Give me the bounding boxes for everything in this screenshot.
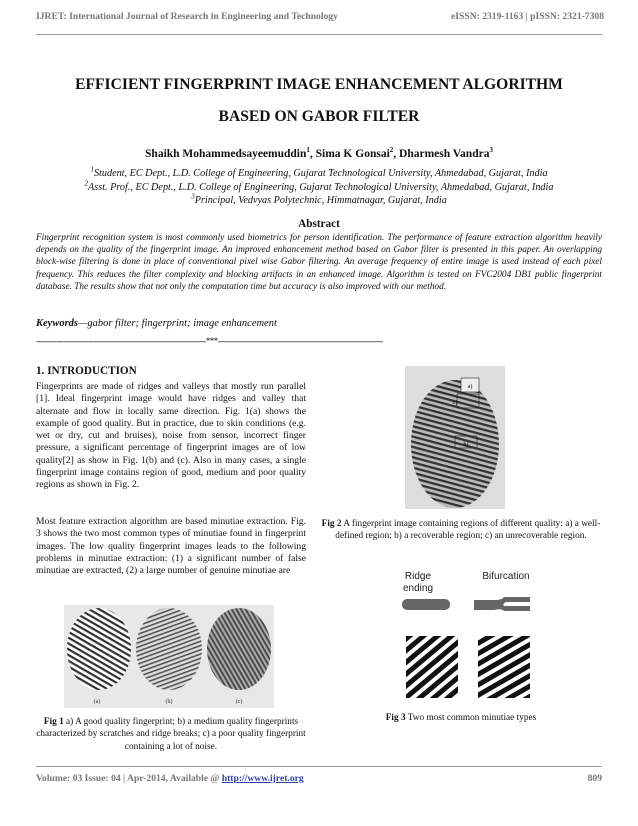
- affiliation-1-text: Student, EC Dept., L.D. College of Engineering, Gujarat Technological University, Ahmedabad, Gujarat, India: [93, 168, 548, 179]
- fig2-region-c: c): [452, 400, 458, 406]
- section-separator: --------------------------------------------------------------------***------------------------------------------------------------------: [36, 336, 383, 346]
- title-line-1: EFFICIENT FINGERPRINT IMAGE ENHANCEMENT ALGORITHM: [75, 76, 563, 93]
- bifurcation-label: Bifurcation: [482, 571, 530, 582]
- fig1-image: [64, 605, 274, 708]
- fig1-fingerprints-graphic: [64, 605, 274, 708]
- affiliation-3-sup: 3: [191, 192, 195, 201]
- footer-rule: [36, 766, 602, 767]
- fig1-label: Fig 1: [43, 717, 64, 727]
- author-2-sup: 2: [389, 146, 394, 155]
- fig3-label: Fig 3: [385, 713, 406, 723]
- affiliation-1-sup: 1: [90, 165, 94, 174]
- fingerprint-c: [207, 608, 271, 690]
- fig3-image: [394, 570, 540, 708]
- fig1-sublabel-b: (b): [165, 699, 173, 705]
- keywords: [36, 318, 602, 329]
- keywords-label: Keywords: [36, 318, 78, 329]
- fig2-caption: [320, 518, 602, 543]
- ridge-ending-label-2: ending: [402, 583, 434, 594]
- fig1-caption-text: a) A good quality fingerprint; b) a medium quality fingerprints characterized by scratches and ridge breaks; c) a poor quality fingerprint containing a lot of noise.: [36, 717, 306, 752]
- running-header: [36, 11, 604, 22]
- fig2-image: [405, 366, 505, 509]
- fig1-caption: [36, 716, 306, 753]
- issn: eISSN: 2319-1163 | pISSN: 2321-7308: [451, 11, 604, 22]
- author-2: , Sima K Gonsai: [309, 148, 390, 160]
- author-1-sup: 1: [306, 146, 310, 155]
- section-heading: 1. INTRODUCTION: [36, 365, 137, 377]
- fig3-caption: [320, 712, 602, 724]
- intro-paragraph-1: Fingerprints are made of ridges and valleys that mostly run parallel [1]. Ideal fingerprint image would have ridges and valley that alternate and flow in locally same direction. Fig. 1(a) shows the example of good quality. But in practice, due to skin conditions (e.g. wet or dry, cut and bruises), noise from sensor, incorrect finger pressure, a significant percentage of fingerprint images are of low quality[2] as show in Fig. 1(b) and (c). Also in many cases, a single fingerprint image contains region of good, medium and poor quality regions as shown in Fig. 2.: [36, 381, 306, 491]
- affiliation-3-text: Principal, Vedvyas Polytechnic, Himmatnagar, Gujarat, India: [194, 195, 447, 206]
- author-3-sup: 3: [489, 146, 493, 155]
- journal-link[interactable]: http://www.ijret.org: [221, 773, 304, 784]
- ridge-ending-label-1: Ridge: [404, 571, 432, 582]
- author-3: , Dharmesh Vandra: [393, 148, 490, 160]
- bifurcation-shape: [474, 597, 530, 611]
- running-footer: [36, 773, 602, 784]
- page-number: 809: [587, 773, 602, 784]
- bifurcation-sample: [478, 636, 530, 698]
- authors: [36, 148, 602, 160]
- fingerprint-b: [136, 608, 202, 690]
- author-1: Shaikh Mohammedsayeemuddin: [145, 148, 307, 160]
- fig3-minutiae-graphic: [394, 570, 540, 708]
- header-rule: [36, 34, 602, 35]
- abstract-text: Fingerprint recognition system is most commonly used biometrics for person identification. The performance of feature extraction algorithm heavily depends on the quality of the fingerprint image. An improved enhancement method based on Gabor filter is presented in this paper. An overlapping block-wise filtering is done in place of conventional pixel wise Gabor filtering. An average frequency of entire image is used instead of each pixel frequency. This reduces the filter complexity and blocking artifacts in an enhanced image. Algorithm is tested on FVC2004 DB1 public fingerprint database. The results show that not only the computation time but accuracy is also improved with our method.: [36, 233, 602, 292]
- fig2-label: Fig 2: [321, 519, 342, 529]
- fig2-region-b: b): [463, 442, 469, 448]
- footer-volume: [36, 773, 304, 784]
- affiliation-1: [36, 165, 602, 179]
- fig3-caption-text: Two most common minutiae types: [405, 713, 537, 723]
- fig2-region-a: a): [467, 384, 473, 390]
- affiliation-3: [36, 192, 602, 206]
- ridge-ending-shape: [402, 599, 450, 610]
- fig2-fingerprint-graphic: [405, 366, 505, 509]
- journal-name: IJRET: International Journal of Research in Engineering and Technology: [36, 11, 338, 22]
- fingerprint-a: [67, 608, 131, 690]
- fig2-caption-text: A fingerprint image containing regions of different quality: a) a well-defined region; b) a recoverable region; c) an unrecoverable region.: [335, 519, 601, 542]
- ridge-ending-sample: [406, 636, 458, 698]
- intro-paragraph-2: Most feature extraction algorithm are based minutiae extraction. Fig. 3 shows the two most common types of minutiae found in fingerprint images. The low quality fingerprint images leads to the following problems in minutiae extraction: (1) a significant number of false minutiae are extracted, (2) a large number of genuine minutiae are: [36, 516, 306, 577]
- footer-volume-text: Volume: 03 Issue: 04 | Apr-2014, Available @: [36, 773, 222, 784]
- keywords-text: —gabor filter; fingerprint; image enhancement: [78, 318, 277, 329]
- fig1-sublabel-a: (a): [93, 699, 101, 705]
- affiliation-2-text: Asst. Prof., EC Dept., L.D. College of Engineering, Gujarat Technological University, Ahmedabad, Gujarat, India: [88, 182, 554, 193]
- title-line-2: BASED ON GABOR FILTER: [218, 108, 420, 125]
- fig1-sublabel-c: (c): [235, 699, 243, 705]
- abstract-heading: Abstract: [298, 218, 340, 230]
- affiliation-2: [36, 179, 602, 193]
- affiliation-2-sup: 2: [84, 179, 89, 188]
